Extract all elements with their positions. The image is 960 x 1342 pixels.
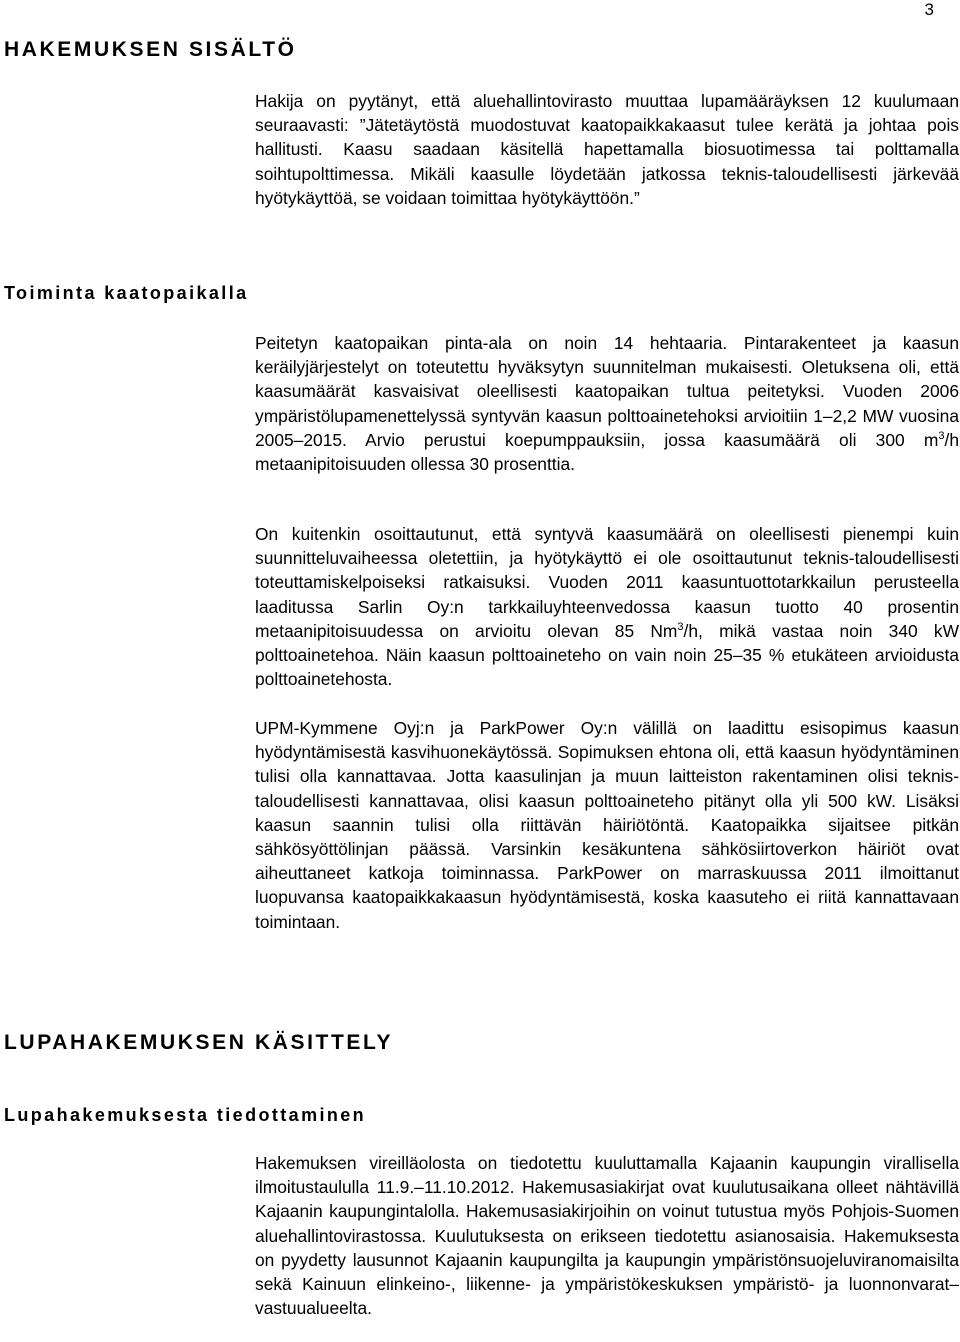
toiminta-p2-text-a: On kuitenkin osoittautunut, että syntyvä kaasumäärä on oleellisesti pienempi kuin suunnitteluvaiheessa oletettiin, ja hyötykäyttö ei ole osoittautunut teknis-taloudellisesti toteuttamiskelpoiseksi ratkaisuksi. Vuoden 2011 kaasuntuottotarkkailun perusteella laaditussa Sarlin Oy:n tarkkailuyhteenvedossa kaasun tuotto 40 prosentin metaanipitoisuudessa on arvioitu olevan 85 Nm — [255, 524, 959, 641]
section-title-lupahakemuksen-kasittely: LUPAHAKEMUKSEN KÄSITTELY — [4, 1031, 394, 1054]
subsection-title-toiminta-kaatopaikalla: Toiminta kaatopaikalla — [4, 283, 249, 303]
toiminta-p1-text-a: Peitetyn kaatopaikan pinta-ala on noin 14 hehtaaria. Pintarakenteet ja kaasun keräilyjärjestelyt on toteutettu hyväksytyn suunnitelman mukaisesti. Oletuksena oli, että kaasumäärät kasvaisivat oleellisesti kaatopaikan tultua peitetyksi. Vuoden 2006 ympäristölupamenettelyssä syntyvän kaasun polttoainetehoksi arvioitiin 1–2,2 MW vuosina 2005–2015. Arvio perustui koepumppauksiin, jossa kaasumäärä oli 300 m — [255, 333, 959, 450]
superscript-3: 3 — [938, 429, 945, 442]
subsection-title-lupahakemuksesta-tiedottaminen: Lupahakemuksesta tiedottaminen — [4, 1105, 367, 1125]
hakemus-paragraph: Hakija on pyytänyt, että aluehallintovirasto muuttaa lupamääräyksen 12 kuulumaan seuraavasti: ”Jätetäytöstä muodostuvat kaatopaikkakaasut tulee kerätä ja johtaa pois hallitusti. Kaasu saadaan käsitellä hapettamalla biosuotimessa tai polttamalla soihtupolttimessa. Mikäli kaasulle löydetään jatkossa teknis-taloudellisesti järkevää hyötykäyttöä, se voidaan toimittaa hyötykäyttöön.” — [255, 91, 959, 208]
toiminta-p2-text-b: /h, mikä vastaa noin 340 kW polttoainetehoa. Näin kaasun polttoaineteho on vain noin 25–35 % etukäteen arvioidusta polttoainetehosta. — [255, 620, 959, 690]
toiminta-p1-text-b: /h metaanipitoisuuden ollessa 30 prosenttia. — [255, 429, 959, 475]
section-title-hakemuksen-sisalto: HAKEMUKSEN SISÄLTÖ — [4, 38, 297, 61]
superscript-3: 3 — [677, 620, 684, 633]
page-number: 3 — [924, 0, 934, 19]
toiminta-paragraph-1 — [255, 331, 959, 476]
toiminta-paragraph-3: UPM-Kymmene Oyj:n ja ParkPower Oy:n välillä on laadittu esisopimus kaasun hyödyntämisestä kasvihuonekäytössä. Sopimuksen ehtona oli, että kaasun hyödyntäminen tulisi olla kannattavaa. Jotta kaasulinjan ja muun laitteiston rakentaminen olisi teknis-taloudellisesti kannattavaa, olisi kaasun polttoaineteho pitänyt olla yli 500 kW. Lisäksi kaasun saannin tulisi olla riittävän häiriötöntä. Kaatopaikka sijaitsee pitkän sähkösyöttölinjan päässä. Varsinkin kesäkuntena sähkösiirtoverkon häiriöt ovat aiheuttaneet katkoja toiminnassa. ParkPower on marraskuussa 2011 ilmoittanut luopuvansa kaatopaikkakaasun hyödyntämisestä, koska kaasuteho ei riitä kannattavaan toimintaan. — [255, 718, 959, 932]
toiminta-paragraph-2 — [255, 522, 959, 691]
tiedottaminen-paragraph: Hakemuksen vireilläolosta on tiedotettu kuuluttamalla Kajaanin kaupungin virallisella ilmoitustaululla 11.9.–11.10.2012. Hakemusasiakirjat ovat kuulutusaikana olleet nähtävillä Kajaanin kaupungintalolla. Hakemusasiakirjoihin on voinut tutustua myös Pohjois-Suomen aluehallintovirastossa. Kuulutuksesta on erikseen tiedotettu asianosaisia. Hakemuksesta on pyydetty lausunnot Kajaanin kaupungilta ja kaupungin ympäristönsuojeluviranomaisilta sekä Kainuun elinkeino-, liikenne- ja ympäristökeskuksen ympäristö- ja luonnonvarat–vastuualueelta. — [255, 1153, 959, 1319]
